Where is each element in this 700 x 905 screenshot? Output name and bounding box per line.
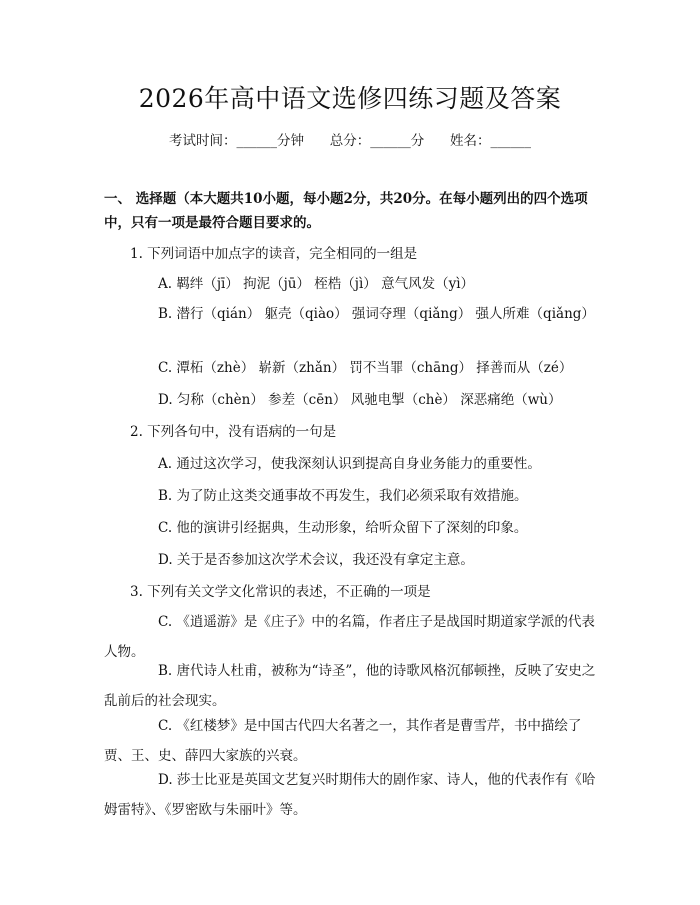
- question-2-option-b: B. 为了防止这类交通事故不再发生，我们必须采取有效措施。: [158, 488, 528, 504]
- question-2-option-a: A. 通过这次学习，使我深刻认识到提高自身业务能力的重要性。: [158, 456, 541, 472]
- question-1-option-c: C. 潭柘（zhè） 崭新（zhǎn） 罚不当罪（chāng） 择善而从（zé）: [158, 360, 573, 376]
- question-2-option-c: C. 他的演讲引经据典，生动形象，给听众留下了深刻的印象。: [158, 520, 528, 536]
- page-title: 2026年高中语文选修四练习题及答案: [138, 84, 562, 113]
- question-3-option-a: C. 《逍遥游》是《庄子》中的名篇，作者庄子是战国时期道家学派的代表人物。: [104, 614, 595, 660]
- question-1-option-d: D. 匀称（chèn） 参差（cēn） 风驰电掣（chè） 深恶痛绝（wù）: [158, 392, 562, 408]
- question-3-option-c: C. 《红楼梦》是中国古代四大名著之一，其作者是曹雪芹，书中描绘了贾、王、史、薛四大家族的兴衰。: [104, 718, 582, 764]
- section-heading: 一、 选择题（本大题共10小题，每小题2分，共20分。在每小题列出的四个选项中，只有一项是最符合题目要求的。: [104, 191, 588, 231]
- question-2-option-d: D. 关于是否参加这次学术会议，我还没有拿定主意。: [158, 552, 474, 568]
- question-3-option-b: B. 唐代诗人杜甫，被称为“诗圣”，他的诗歌风格沉郁顿挫，反映了安史之乱前后的社会现实。: [104, 663, 596, 709]
- question-stem-3: 3. 下列有关文学文化常识的表述，不正确的一项是: [130, 584, 431, 600]
- question-3-option-d: D. 莎士比亚是英国文艺复兴时期伟大的剧作家、诗人，他的代表作有《哈姆雷特》、《罗密欧与朱丽叶》等。: [104, 772, 596, 818]
- exam-meta-line: 考试时间：______分钟 总分：______分 姓名：______: [169, 133, 531, 149]
- question-1-option-b: B. 潜行（qián） 躯壳（qiào） 强词夺理（qiǎng） 强人所难（qiǎng）: [158, 306, 595, 322]
- question-1-option-a: A. 羁绊（jī） 拘泥（jū） 桎梏（jì） 意气风发（yì）: [158, 276, 475, 292]
- question-stem-2: 2. 下列各句中，没有语病的一句是: [130, 424, 337, 440]
- question-stem-1: 1. 下列词语中加点字的读音，完全相同的一组是: [130, 246, 418, 262]
